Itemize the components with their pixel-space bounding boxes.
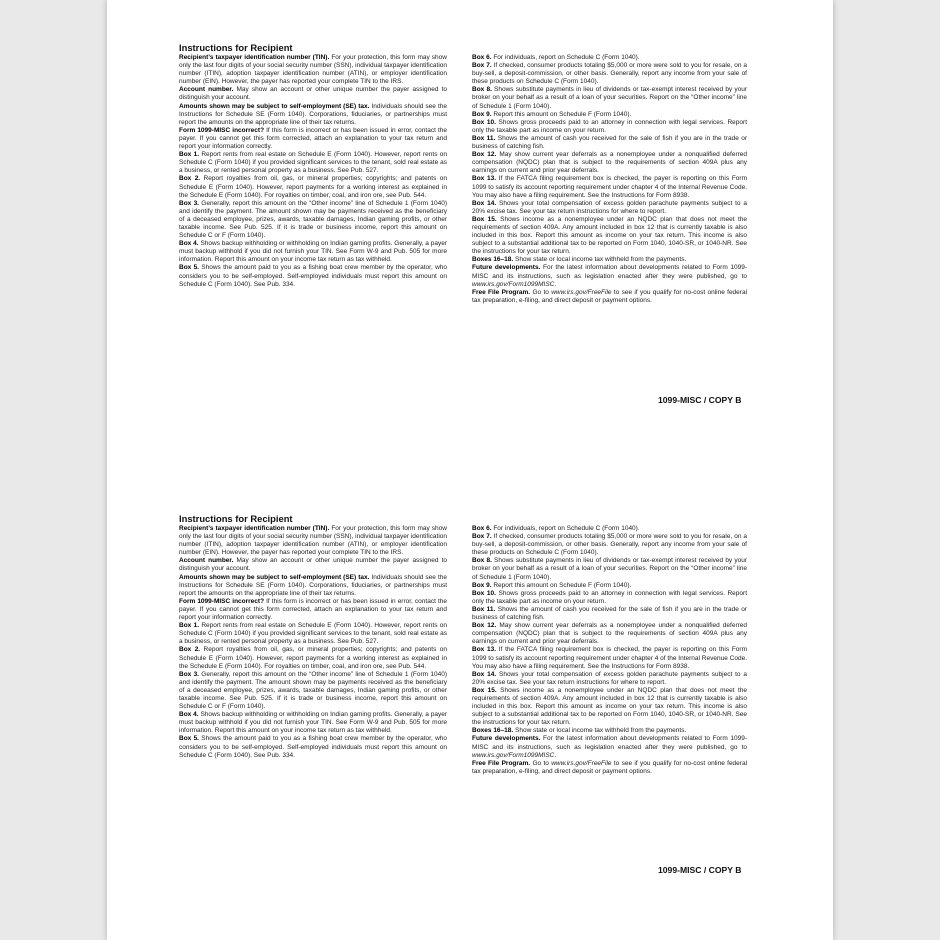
- entry-term: Box 14.: [472, 670, 497, 678]
- entry-term: Box 3.: [179, 670, 199, 678]
- instruction-entry: [179, 127, 447, 151]
- entry-text: May show an account or other unique number the payer assigned to distinguish your account.: [179, 86, 447, 102]
- panel-heading: Instructions for Recipient: [179, 42, 293, 53]
- entry-text: For your protection, this form may show only the last four digits of your social security number (SSN), individual taxpayer identification number (ITIN), adoption taxpayer identification number (ATIN), or employer identification number (EIN). However, the payer has reported your complete TIN to the IRS.: [179, 525, 447, 557]
- entry-term: Box 4.: [179, 240, 199, 248]
- instruction-entry: [472, 264, 747, 288]
- instruction-entry: [179, 735, 447, 759]
- entry-term: Box 11.: [472, 605, 496, 613]
- instruction-entry: [179, 711, 447, 735]
- instruction-entry: [472, 557, 747, 581]
- instruction-entry: [472, 533, 747, 557]
- instruction-entry: [472, 151, 747, 175]
- entry-text: Shows income as a nonemployee under an NQDC plan that does not meet the requirements of section 409A. Any amount included in box 12 that is currently taxable is also included in this box. Report this amount as income on your tax return. This income is also subject to a substantial additional tax to be reported on Form 1040, 1040-SR, or 1040-NR. See the instructions for your tax return.: [472, 215, 747, 256]
- entry-term: Box 15.: [472, 686, 497, 694]
- instruction-entry: [179, 175, 447, 199]
- instruction-entry: [472, 525, 747, 533]
- entry-term: Form 1099-MISC incorrect?: [179, 126, 265, 134]
- entry-text: Shows the amount paid to you as a fishing boat crew member by the operator, who considers you to be self-employed. Self-employed individuals must report this amount on Schedule C (Form 1040). See Pub. 334.: [179, 735, 447, 759]
- entry-text: Shows the amount of cash you received for the sale of fish if you are in the trade or business of catching fish.: [472, 605, 747, 622]
- entry-term: Boxes 16–18.: [472, 727, 514, 735]
- entry-term: Box 1.: [179, 151, 200, 159]
- entry-text: For your protection, this form may show only the last four digits of your social security number (SSN), individual taxpayer identification number (ITIN), adoption taxpayer identification number (ATIN), or employer identification number (EIN). However, the payer has reported your complete TIN to the IRS.: [179, 54, 447, 86]
- entry-text: Report royalties from oil, gas, or mineral properties; copyrights; and patents on Schedule E (Form 1040). However, report payments for a working interest as explained in the Schedule E (Form 1040). For royalties on timber, coal, and iron ore, see Pub. 544.: [179, 646, 448, 670]
- entry-text: If the FATCA filing requirement box is checked, the payer is reporting on this Form 1099 to satisfy its account reporting requirement under chapter 4 of the Internal Revenue Code. You may also have a filing requirement. See the Instructions for Form 8938.: [472, 646, 747, 670]
- entry-text-tail: .: [554, 751, 557, 759]
- entry-text: Shows substitute payments in lieu of dividends or tax-exempt interest received by your broker on your behalf as a result of a loan of your securities. Report on the “Other income” line of Schedule 1 (Form 1040).: [472, 557, 747, 581]
- entry-text: Shows backup withholding or withholding on Indian gaming profits. Generally, a payer must backup withhold if you did not furnish your TIN. See Form W-9 and Pub. 505 for more information. Report this amount on your income tax return as tax withheld.: [179, 240, 448, 264]
- entry-text: Shows gross proceeds paid to an attorney in connection with legal services. Report only the taxable part as income on your return.: [472, 589, 747, 605]
- instruction-entry: [179, 86, 447, 102]
- entry-term: Box 7.: [472, 533, 492, 541]
- entry-text: Shows your total compensation of excess golden parachute payments subject to a 20% excise tax. See your tax return instructions for where to report.: [472, 670, 747, 686]
- left-column: [179, 513, 447, 760]
- instruction-entry: [472, 200, 747, 216]
- entry-term: Box 9.: [472, 581, 492, 589]
- instruction-entry: [472, 135, 747, 151]
- entry-text: Go to: [530, 759, 552, 767]
- instruction-entry: [472, 62, 747, 86]
- entry-term: Box 15.: [472, 215, 497, 223]
- entry-link[interactable]: www.irs.gov/FreeFile: [551, 288, 612, 296]
- instruction-entry: [179, 264, 447, 288]
- entry-term: Future developments.: [472, 264, 541, 272]
- entry-term: Box 9.: [472, 110, 492, 118]
- instruction-entry: [179, 240, 447, 264]
- entry-link[interactable]: www.irs.gov/Form1099MISC: [472, 751, 555, 759]
- instruction-entry: [179, 54, 447, 86]
- right-entries: [472, 54, 747, 305]
- entry-text: If checked, consumer products totaling $5,000 or more were sold to you for resale, on a buy-sell, a deposit-commission, or other basis. Generally, report any income from your sale of these products on Schedule C (Form 1040).: [472, 533, 747, 557]
- entry-text: Shows backup withholding or withholding on Indian gaming profits. Generally, a payer must backup withhold if you did not furnish your TIN. See Form W-9 and Pub. 505 for more information. Report this amount on your income tax return as tax withheld.: [179, 711, 448, 735]
- instruction-entry: [179, 646, 447, 670]
- entry-term: Account number.: [179, 86, 234, 94]
- entry-text: Report this amount on Schedule F (Form 1040).: [491, 581, 632, 589]
- instruction-entry: [472, 646, 747, 670]
- entry-text: Report rents from real estate on Schedule E (Form 1040). However, report rents on Schedule C (Form 1040) if you provided significant services to the tenant, sold real estate as a business, or rented personal property as a business. See Pub. 527.: [179, 622, 447, 646]
- entry-text: Report rents from real estate on Schedule E (Form 1040). However, report rents on Schedule C (Form 1040) if you provided significant services to the tenant, sold real estate as a business, or rented personal property as a business. See Pub. 527.: [179, 151, 447, 175]
- entry-link[interactable]: www.irs.gov/FreeFile: [551, 759, 612, 767]
- instruction-entry: [472, 687, 747, 727]
- entry-text: If checked, consumer products totaling $5,000 or more were sold to you for resale, on a buy-sell, a deposit-commission, or other basis. Generally, report any income from your sale of these products on Schedule C (Form 1040).: [472, 62, 747, 86]
- entry-term: Future developments.: [472, 735, 541, 743]
- entry-term: Recipient’s taxpayer identification number (TIN).: [179, 525, 330, 532]
- left-entries: [179, 54, 447, 289]
- entry-term: Box 3.: [179, 199, 199, 207]
- entry-link[interactable]: www.irs.gov/Form1099MISC: [472, 280, 555, 288]
- entry-text: May show current year deferrals as a nonemployee under a nonqualified deferred compensation (NQDC) plan that is subject to the requirements of section 409A plus any earnings on current and prior year deferrals.: [472, 151, 747, 175]
- entry-text: For individuals, report on Schedule C (Form 1040).: [491, 525, 640, 532]
- entry-text: Report royalties from oil, gas, or mineral properties; copyrights; and patents on Schedule E (Form 1040). However, report payments for a working interest as explained in the Schedule E (Form 1040). For royalties on timber, coal, and iron ore, see Pub. 544.: [179, 175, 448, 199]
- entry-text: Individuals should see the Instructions for Schedule SE (Form 1040). Corporations, fiduciaries, or partnerships must report the amounts on the appropriate line of their tax returns.: [179, 102, 447, 126]
- instruction-entry: [472, 86, 747, 110]
- entry-text: Generally, report this amount on the “Other income” line of Schedule 1 (Form 1040) and identify the payment. The amount shown may be payments received as the beneficiary of a deceased employee, prizes, awards, taxable damages, Indian gaming profits, or other taxable income. See Pub. 525. If it is trade or business income, report this amount on Schedule C or F (Form 1040).: [179, 199, 447, 240]
- entry-term: Free File Program.: [472, 288, 531, 296]
- instruction-entry: [179, 151, 447, 175]
- entry-term: Box 12.: [472, 622, 497, 630]
- entry-text: Shows your total compensation of excess golden parachute payments subject to a 20% excise tax. See your tax return instructions for where to report.: [472, 199, 747, 215]
- entry-text: Show state or local income tax withheld from the payments.: [513, 256, 687, 264]
- instruction-entry: [179, 525, 447, 557]
- entry-text: Shows substitute payments in lieu of dividends or tax-exempt interest received by your broker on your behalf as a result of a loan of your securities. Report on the “Other income” line of Schedule 1 (Form 1040).: [472, 86, 747, 110]
- entry-term: Amounts shown may be subject to self-employment (SE) tax.: [179, 102, 370, 110]
- entry-text-tail: to see if you qualify for no-cost online federal tax preparation, e-filing, and direct deposit or payment options.: [472, 759, 748, 775]
- instruction-entry: [472, 760, 747, 776]
- entry-text: For the latest information about developments related to Form 1099-MISC and its instructions, such as legislation enacted after they were published, go to: [472, 264, 747, 280]
- right-entries: [472, 525, 747, 776]
- entry-text: If the FATCA filing requirement box is checked, the payer is reporting on this Form 1099 to satisfy its account reporting requirement under chapter 4 of the Internal Revenue Code. You may also have a filing requirement. See the Instructions for Form 8938.: [472, 175, 747, 199]
- instruction-entry: [472, 606, 747, 622]
- entry-term: Free File Program.: [472, 759, 531, 767]
- entry-term: Box 6.: [472, 54, 492, 61]
- entry-term: Box 2.: [179, 175, 201, 183]
- entry-text: For the latest information about developments related to Form 1099-MISC and its instructions, such as legislation enacted after they were published, go to: [472, 735, 747, 751]
- instruction-entry: [179, 671, 447, 711]
- entry-term: Box 10.: [472, 118, 496, 126]
- form-sheet: [107, 0, 833, 940]
- entry-term: Box 4.: [179, 711, 199, 719]
- entry-term: Box 6.: [472, 525, 492, 532]
- instruction-entry: [472, 735, 747, 759]
- copy-label: 1099-MISC / COPY B: [658, 395, 742, 405]
- entry-term: Box 1.: [179, 622, 200, 630]
- entry-term: Recipient’s taxpayer identification number (TIN).: [179, 54, 330, 61]
- entry-term: Box 7.: [472, 62, 492, 70]
- entry-text: If this form is incorrect or has been issued in error, contact the payer. If you cannot get this form corrected, attach an explanation to your tax return and report your information correctly.: [179, 597, 447, 622]
- right-column: [472, 54, 747, 305]
- instruction-entry: [472, 256, 747, 264]
- entry-text: Show state or local income tax withheld from the payments.: [513, 727, 687, 735]
- panel-heading: Instructions for Recipient: [179, 513, 293, 524]
- entry-term: Box 12.: [472, 151, 497, 159]
- entry-text: Shows income as a nonemployee under an NQDC plan that does not meet the requirements of section 409A. Any amount included in box 12 that is currently taxable is also included in this box. Report this amount as income on your tax return. This income is also subject to a substantial additional tax to be reported on Form 1040, 1040-SR, or 1040-NR. See the instructions for your tax return.: [472, 686, 747, 727]
- instruction-entry: [179, 598, 447, 622]
- entry-term: Boxes 16–18.: [472, 256, 514, 264]
- entry-text: May show current year deferrals as a nonemployee under a nonqualified deferred compensation (NQDC) plan that is subject to the requirements of section 409A plus any earnings on current and prior year deferrals.: [472, 622, 747, 646]
- instruction-entry: [472, 622, 747, 646]
- instruction-entry: [179, 557, 447, 573]
- entry-text: Individuals should see the Instructions for Schedule SE (Form 1040). Corporations, fiduciaries, or partnerships must report the amounts on the appropriate line of their tax returns.: [179, 573, 447, 597]
- instruction-entry: [472, 119, 747, 135]
- right-column: [472, 525, 747, 776]
- instruction-entry: [179, 622, 447, 646]
- copy-label: 1099-MISC / COPY B: [658, 865, 742, 875]
- entry-term: Box 13.: [472, 175, 497, 183]
- instruction-entry: [472, 727, 747, 735]
- instruction-entry: [472, 289, 747, 305]
- entry-term: Box 8.: [472, 557, 492, 565]
- entry-term: Account number.: [179, 557, 234, 565]
- instruction-entry: [472, 54, 747, 62]
- entry-text: Go to: [530, 288, 552, 296]
- instruction-entry: [472, 590, 747, 606]
- entry-text-tail: .: [554, 280, 557, 288]
- entry-text: Shows gross proceeds paid to an attorney in connection with legal services. Report only the taxable part as income on your return.: [472, 118, 747, 134]
- entry-text: Shows the amount of cash you received for the sale of fish if you are in the trade or business of catching fish.: [472, 134, 747, 151]
- entry-term: Amounts shown may be subject to self-employment (SE) tax.: [179, 573, 370, 581]
- entry-term: Box 2.: [179, 646, 201, 654]
- entry-term: Box 10.: [472, 589, 496, 597]
- entry-term: Box 14.: [472, 199, 497, 207]
- entry-text: Report this amount on Schedule F (Form 1040).: [491, 110, 632, 118]
- entry-text: For individuals, report on Schedule C (Form 1040).: [491, 54, 640, 61]
- instruction-entry: [179, 574, 447, 598]
- entry-term: Box 11.: [472, 134, 496, 142]
- entry-text: If this form is incorrect or has been issued in error, contact the payer. If you cannot get this form corrected, attach an explanation to your tax return and report your information correctly.: [179, 126, 447, 151]
- instruction-entry: [472, 111, 747, 119]
- entry-text: Generally, report this amount on the “Other income” line of Schedule 1 (Form 1040) and identify the payment. The amount shown may be payments received as the beneficiary of a deceased employee, prizes, awards, taxable damages, Indian gaming profits, or other taxable income. See Pub. 525. If it is trade or business income, report this amount on Schedule C or F (Form 1040).: [179, 670, 447, 711]
- left-column: [179, 42, 447, 289]
- instruction-entry: [472, 216, 747, 256]
- entry-term: Box 5.: [179, 735, 199, 743]
- instruction-entry: [179, 103, 447, 127]
- entry-term: Box 8.: [472, 86, 492, 94]
- instruction-entry: [472, 175, 747, 199]
- instruction-entry: [472, 671, 747, 687]
- entry-term: Box 13.: [472, 646, 497, 654]
- instruction-entry: [472, 582, 747, 590]
- entry-term: Box 5.: [179, 264, 199, 272]
- entry-text: May show an account or other unique number the payer assigned to distinguish your account.: [179, 557, 447, 573]
- instruction-entry: [179, 200, 447, 240]
- entry-text: Shows the amount paid to you as a fishing boat crew member by the operator, who considers you to be self-employed. Self-employed individuals must report this amount on Schedule C (Form 1040). See Pub. 334.: [179, 264, 447, 288]
- left-entries: [179, 525, 447, 760]
- entry-text-tail: to see if you qualify for no-cost online federal tax preparation, e-filing, and direct deposit or payment options.: [472, 288, 748, 304]
- entry-term: Form 1099-MISC incorrect?: [179, 597, 265, 605]
